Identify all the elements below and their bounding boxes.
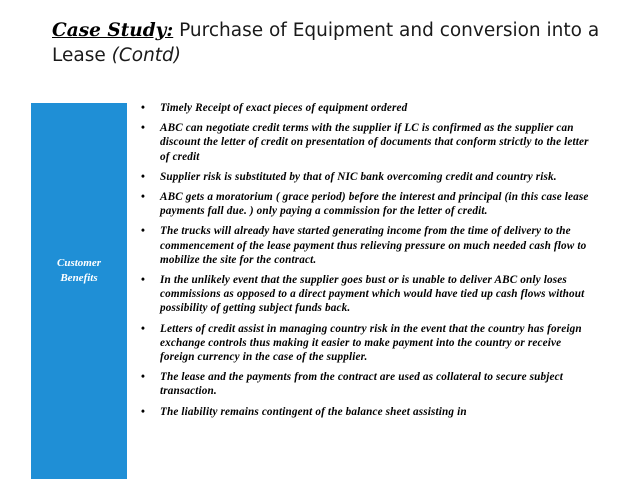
title-lead: Case Study: (52, 20, 174, 41)
bullet-icon: • (141, 274, 146, 287)
list-item: • The trucks will already have started generating income from the time of delivery to the commencement of the lease payment thus relieving pressure on much needed cash flow to mobilize the site for the contract. (141, 225, 587, 266)
bullet-icon: • (141, 405, 146, 418)
bullet-icon: • (141, 191, 146, 204)
list-item: • Timely Receipt of exact pieces of equipment ordered (141, 102, 408, 114)
list-item: • ABC can negotiate credit terms with the supplier if LC is confirmed as the supplier can discount the letter of credit on presentation of documents that conform strictly to the letter of credit (141, 122, 589, 163)
bullet-icon: • (141, 122, 146, 135)
title-contd: (Contd) (111, 45, 182, 66)
list-item: • Supplier risk is substituted by that of NIC bank overcoming credit and country risk. (141, 170, 557, 183)
list-item: • The lease and the payments from the contract are used as collateral to secure subject transaction. (141, 371, 564, 398)
benefits-list (138, 101, 596, 425)
list-item: • The liability remains contingent of the balance sheet assisting in (141, 405, 467, 418)
customer-benefits-box (31, 103, 127, 479)
slide-title (52, 18, 612, 68)
list-item: • ABC gets a moratorium ( grace period) before the interest and principal (in this case lease payments fall due. ) only paying a commission for the letter of credit. (141, 191, 589, 218)
bullet-icon: • (141, 170, 146, 183)
list-item: • Letters of credit assist in managing country risk in the event that the country has foreign exchange controls thus making it easier to make payment into the country or receive foreign currency in the case of the supplier. (141, 322, 582, 364)
title-text: Purchase of Equipment and conversion into a Lease (52, 20, 600, 66)
list-item: • In the unlikely event that the supplier goes bust or is unable to deliver ABC only loses commissions as opposed to a direct payment which would have tied up cash flows without possibility of getting subject funds back. (141, 274, 585, 315)
bullet-icon: • (141, 225, 146, 238)
bullet-icon: • (141, 102, 146, 114)
bullet-icon: • (141, 322, 146, 335)
bullet-icon: • (141, 371, 146, 384)
customer-benefits-label (57, 256, 101, 286)
label-line-1: Customer (56, 257, 101, 269)
label-line-2: Benefits (60, 272, 98, 284)
